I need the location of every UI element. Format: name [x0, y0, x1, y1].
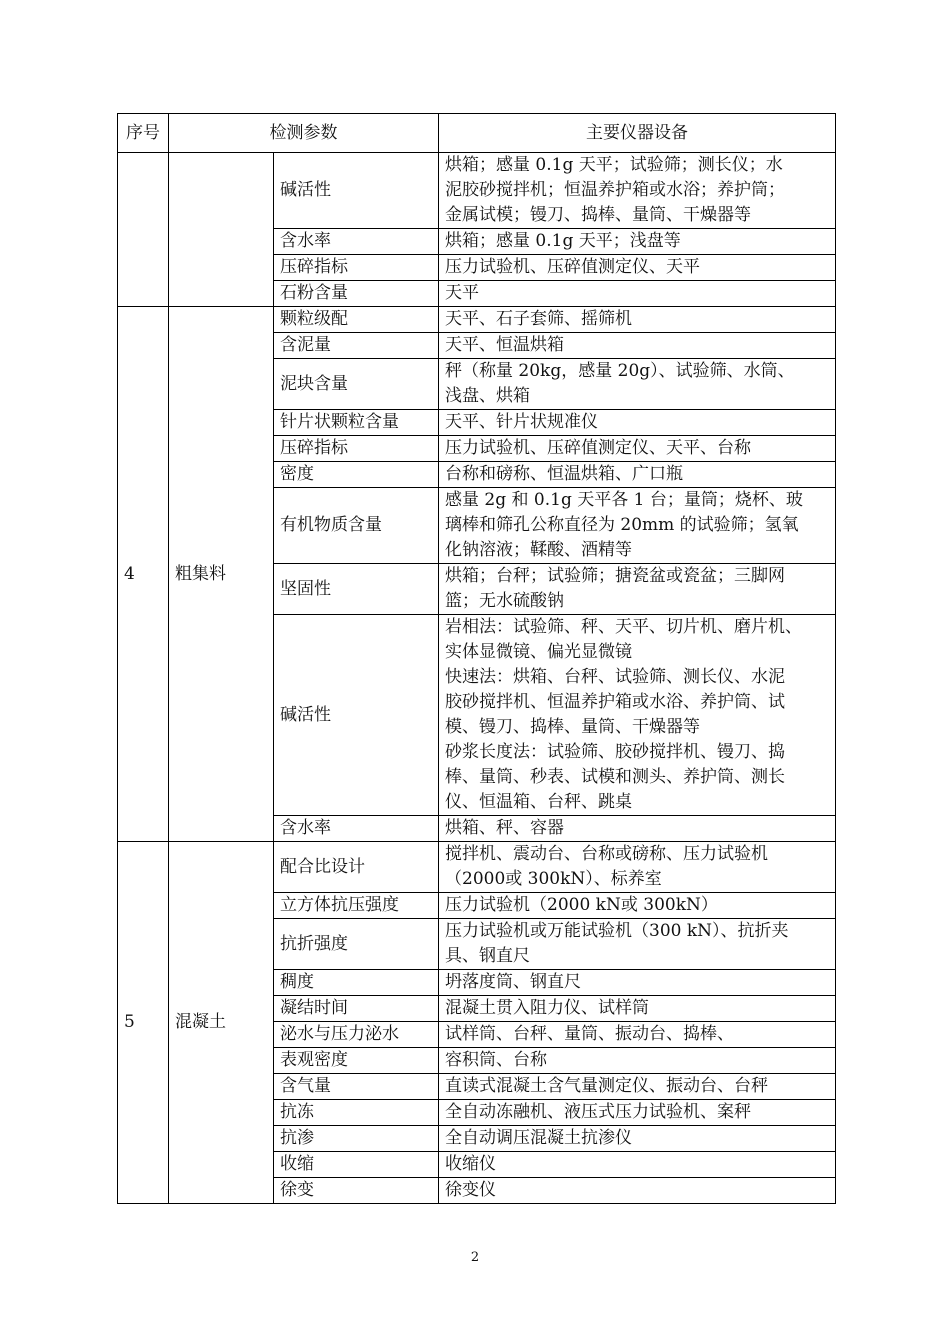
equipment-cell — [439, 229, 836, 255]
equipment-line: 棒、量筒、秒表、试模和测头、养护筒、测长 — [445, 767, 785, 787]
param-name-cell: 含气量 — [274, 1074, 439, 1100]
param-name-cell: 收缩 — [274, 1152, 439, 1178]
equipment-line: 烘箱；感量 0.1g 天平；试验筛；测长仪；水 — [445, 155, 783, 175]
param-name-cell: 泌水与压力泌水 — [274, 1022, 439, 1048]
equipment-line: 天平 — [445, 283, 479, 303]
equipment-cell — [439, 281, 836, 307]
equipment-line: 仪、恒温箱、台秤、跳桌 — [445, 792, 632, 812]
equipment-cell — [439, 970, 836, 996]
param-name-cell: 凝结时间 — [274, 996, 439, 1022]
equipment-line: 篮；无水硫酸钠 — [445, 591, 564, 611]
equipment-line: 化钠溶液；鞣酸、酒精等 — [445, 540, 632, 560]
header-param: 检测参数 — [169, 114, 439, 153]
equipment-line: 试样筒、台秤、量筒、振动台、捣棒、 — [445, 1024, 734, 1044]
equipment-line: 压力试验机、压碎值测定仪、天平、台称 — [445, 438, 751, 458]
seq-cell: 5 — [118, 842, 169, 1204]
equipment-cell — [439, 1100, 836, 1126]
equipment-line: 砂浆长度法：试验筛、胶砂搅拌机、镘刀、捣 — [445, 742, 785, 762]
equipment-cell — [439, 153, 836, 229]
equipment-line: 收缩仪 — [445, 1154, 496, 1174]
equipment-line: 金属试模；镘刀、捣棒、量筒、干燥器等 — [445, 205, 751, 225]
param-name-cell: 泥块含量 — [274, 359, 439, 410]
table-header-row — [118, 114, 836, 153]
param-name-cell: 针片状颗粒含量 — [274, 410, 439, 436]
equipment-cell — [439, 307, 836, 333]
equipment-line: 秤（称量 20kg，感量 20g）、试验筛、水筒、 — [445, 361, 795, 381]
table-body — [118, 153, 836, 1204]
category-cell — [169, 153, 274, 307]
equipment-cell — [439, 919, 836, 970]
header-seq: 序号 — [118, 114, 169, 153]
equipment-line: 坍落度筒、钢直尺 — [445, 972, 581, 992]
equipment-line: 璃棒和筛孔公称直径为 20mm 的试验筛；氢氧 — [445, 515, 799, 535]
param-name-cell: 含水率 — [274, 816, 439, 842]
equipment-cell — [439, 333, 836, 359]
equipment-line: 模、镘刀、捣棒、量筒、干燥器等 — [445, 717, 700, 737]
table-row — [118, 842, 836, 893]
equipment-line: 快速法：烘箱、台秤、试验筛、测长仪、水泥 — [445, 667, 785, 687]
page-number: 2 — [470, 1250, 480, 1265]
equipment-cell — [439, 1074, 836, 1100]
seq-cell — [118, 153, 169, 307]
equipment-cell — [439, 996, 836, 1022]
equipment-line: 泥胶砂搅拌机；恒温养护箱或水浴；养护筒； — [445, 180, 785, 200]
equipment-line: 徐变仪 — [445, 1180, 496, 1200]
equipment-line: 压力试验机、压碎值测定仪、天平 — [445, 257, 700, 277]
equipment-line: 压力试验机（2000 kN或 300kN） — [445, 895, 718, 915]
equipment-line: 天平、恒温烘箱 — [445, 335, 564, 355]
param-name-cell: 含泥量 — [274, 333, 439, 359]
equipment-cell — [439, 488, 836, 564]
equipment-cell — [439, 462, 836, 488]
param-name-cell: 密度 — [274, 462, 439, 488]
param-name-cell: 稠度 — [274, 970, 439, 996]
equipment-table — [117, 113, 836, 1204]
seq-cell: 4 — [118, 307, 169, 842]
param-name-cell: 坚固性 — [274, 564, 439, 615]
equipment-line: 烘箱；台秤；试验筛；搪瓷盆或瓷盆；三脚网 — [445, 566, 785, 586]
equipment-line: （2000或 300kN）、标养室 — [445, 869, 662, 889]
param-name-cell: 表观密度 — [274, 1048, 439, 1074]
param-name-cell: 抗冻 — [274, 1100, 439, 1126]
equipment-cell — [439, 893, 836, 919]
category-cell: 混凝土 — [169, 842, 274, 1204]
equipment-line: 胶砂搅拌机、恒温养护箱或水浴、养护筒、试 — [445, 692, 785, 712]
equipment-cell — [439, 1126, 836, 1152]
equipment-cell — [439, 842, 836, 893]
param-name-cell: 配合比设计 — [274, 842, 439, 893]
category-cell: 粗集料 — [169, 307, 274, 842]
param-name-cell: 抗渗 — [274, 1126, 439, 1152]
param-name-cell: 压碎指标 — [274, 436, 439, 462]
equipment-line: 全自动调压混凝土抗渗仪 — [445, 1128, 632, 1148]
equipment-line: 天平、针片状规准仪 — [445, 412, 598, 432]
param-name-cell: 石粉含量 — [274, 281, 439, 307]
equipment-line: 天平、石子套筛、摇筛机 — [445, 309, 632, 329]
param-name-cell: 立方体抗压强度 — [274, 893, 439, 919]
param-name-cell: 压碎指标 — [274, 255, 439, 281]
param-name-cell: 颗粒级配 — [274, 307, 439, 333]
equipment-cell — [439, 359, 836, 410]
equipment-cell — [439, 410, 836, 436]
equipment-cell — [439, 1178, 836, 1204]
equipment-line: 直读式混凝土含气量测定仪、振动台、台秤 — [445, 1076, 768, 1096]
equipment-cell — [439, 255, 836, 281]
table-row — [118, 153, 836, 229]
equipment-line: 岩相法：试验筛、秤、天平、切片机、磨片机、 — [445, 617, 802, 637]
equipment-line: 搅拌机、震动台、台称或磅称、压力试验机 — [445, 844, 768, 864]
equipment-line: 浅盘、烘箱 — [445, 386, 530, 406]
header-equip: 主要仪器设备 — [439, 114, 836, 153]
param-name-cell: 徐变 — [274, 1178, 439, 1204]
equipment-line: 实体显微镜、偏光显微镜 — [445, 642, 632, 662]
equipment-cell — [439, 1048, 836, 1074]
param-name-cell: 有机物质含量 — [274, 488, 439, 564]
param-name-cell: 含水率 — [274, 229, 439, 255]
equipment-cell — [439, 1152, 836, 1178]
equipment-line: 压力试验机或万能试验机（300 kN）、抗折夹 — [445, 921, 789, 941]
equipment-line: 全自动冻融机、液压式压力试验机、案秤 — [445, 1102, 751, 1122]
equipment-line: 烘箱、秤、容器 — [445, 818, 564, 838]
equipment-line: 具、钢直尺 — [445, 946, 530, 966]
equipment-cell — [439, 436, 836, 462]
equipment-line: 感量 2g 和 0.1g 天平各 1 台；量筒；烧杯、玻 — [445, 490, 803, 510]
param-name-cell: 抗折强度 — [274, 919, 439, 970]
equipment-cell — [439, 615, 836, 816]
equipment-cell — [439, 564, 836, 615]
param-name-cell: 碱活性 — [274, 615, 439, 816]
param-name-cell: 碱活性 — [274, 153, 439, 229]
table-row — [118, 307, 836, 333]
equipment-cell — [439, 1022, 836, 1048]
equipment-line: 混凝土贯入阻力仪、试样筒 — [445, 998, 649, 1018]
equipment-line: 容积筒、台称 — [445, 1050, 547, 1070]
equipment-line: 台称和磅称、恒温烘箱、广口瓶 — [445, 464, 683, 484]
equipment-cell — [439, 816, 836, 842]
equipment-line: 烘箱；感量 0.1g 天平；浅盘等 — [445, 231, 681, 251]
